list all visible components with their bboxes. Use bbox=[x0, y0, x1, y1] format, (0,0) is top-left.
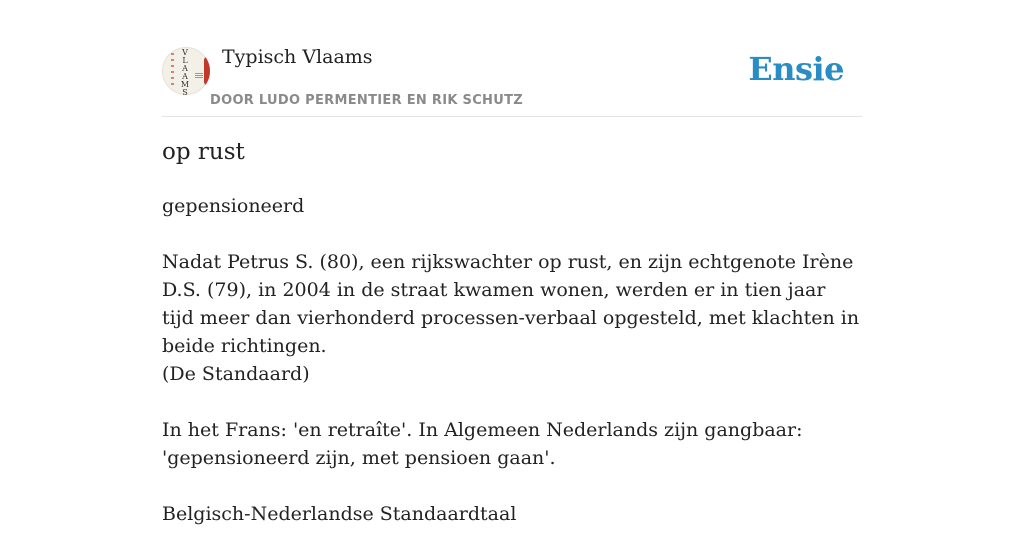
book-title[interactable]: Typisch Vlaams bbox=[222, 46, 373, 68]
ensie-logo-link[interactable]: Ensie bbox=[748, 50, 844, 88]
logo-lines bbox=[195, 73, 203, 79]
header bbox=[162, 0, 862, 117]
book-logo[interactable] bbox=[162, 47, 210, 95]
entry-title: op rust bbox=[162, 139, 245, 165]
entry-note: In het Frans: 'en retraîte'. In Algemeen Nederlands zijn gangbaar: 'gepensioneerd zijn, met pensioen gaan'. bbox=[162, 419, 803, 469]
entry-category: Belgisch-Nederlandse Standaardtaal bbox=[162, 503, 517, 525]
entry-example: Nadat Petrus S. (80), een rijkswachter op rust, en zijn echtgenote Irène D.S. (79), in 2004 in de straat kwamen wonen, werden er in tien jaar tijd meer dan vierhonderd processen-verbaal opgesteld, met klachten in beide richtingen. bbox=[162, 251, 860, 357]
entry-content bbox=[162, 192, 862, 556]
logo-dots bbox=[171, 53, 174, 87]
book-authors: DOOR LUDO PERMENTIER EN RIK SCHUTZ bbox=[210, 93, 523, 108]
entry-definition: gepensioneerd bbox=[162, 195, 305, 217]
logo-letters: V L A A M S bbox=[180, 48, 190, 95]
logo-stripe bbox=[204, 57, 210, 85]
entry-source: (De Standaard) bbox=[162, 363, 310, 385]
entry-card bbox=[162, 0, 862, 525]
